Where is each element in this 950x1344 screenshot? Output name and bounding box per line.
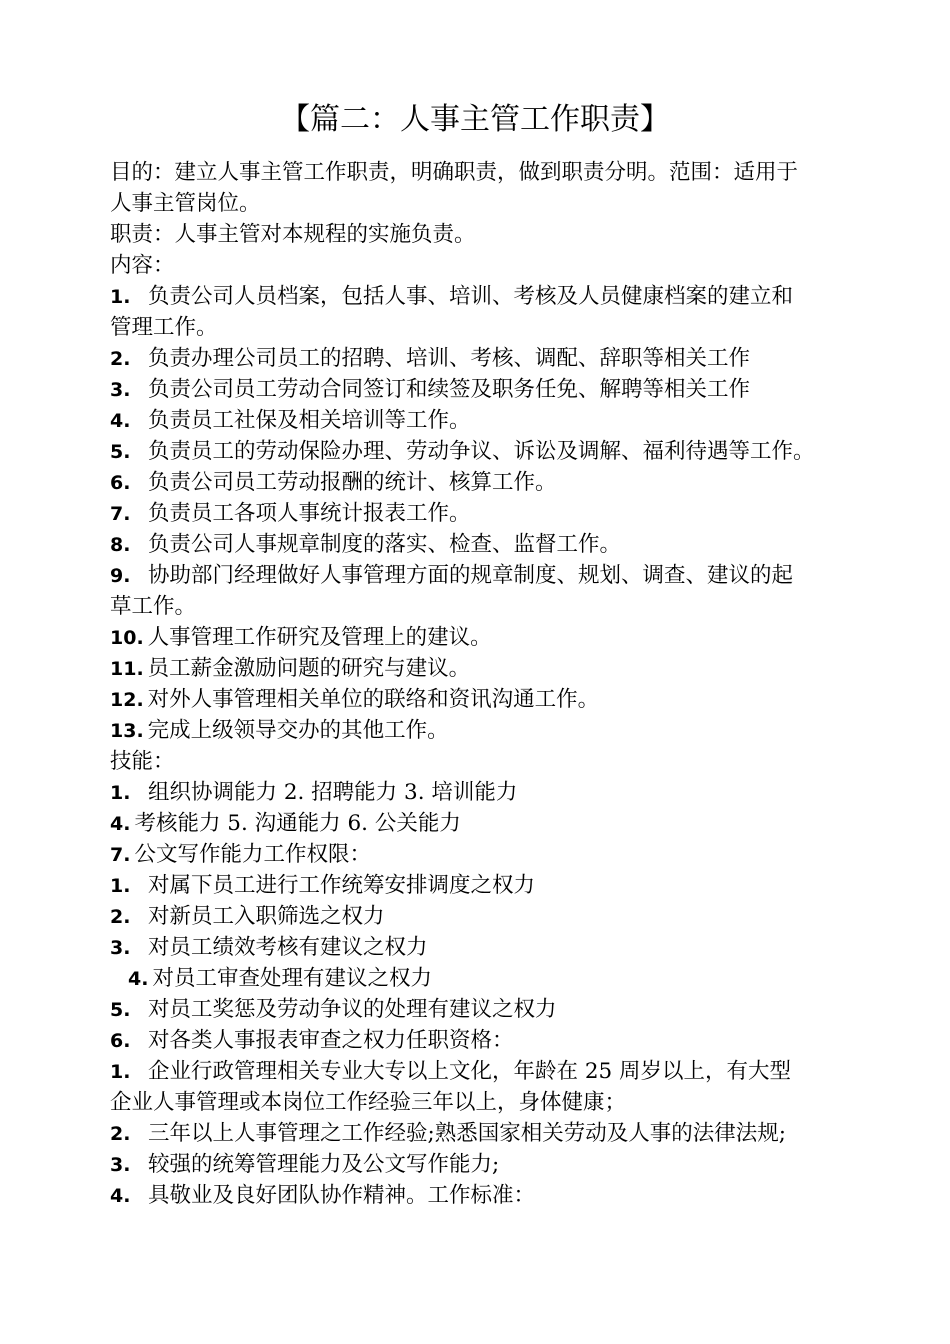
list-item bbox=[110, 1149, 890, 1180]
line-text: 对外人事管理相关单位的联络和资讯沟通工作。 bbox=[147, 687, 600, 712]
line-text: 协助部门经理做好人事管理方面的规章制度、规划、调查、建议的起 bbox=[148, 563, 794, 588]
item-number: 4. bbox=[110, 1185, 131, 1207]
line-text: 企业行政管理相关专业大专以上文化，年龄在 25 周岁以上，有大型 bbox=[148, 1059, 792, 1084]
item-number: 9. bbox=[110, 565, 131, 587]
line-text: 负责公司员工劳动合同签订和续签及职务任免、解聘等相关工作 bbox=[148, 377, 751, 402]
text-line bbox=[110, 746, 890, 777]
item-number: 6. bbox=[110, 472, 131, 494]
list-item bbox=[110, 932, 890, 963]
item-number: 3. bbox=[110, 379, 131, 401]
list-item bbox=[110, 622, 890, 653]
list-item bbox=[110, 715, 890, 746]
line-text: 负责办理公司员工的招聘、培训、考核、调配、辞职等相关工作 bbox=[148, 346, 751, 371]
list-item bbox=[110, 560, 890, 591]
item-number: 1. bbox=[110, 875, 131, 897]
text-line bbox=[110, 1087, 890, 1118]
line-text: 人事管理工作研究及管理上的建议。 bbox=[147, 625, 492, 650]
item-number: 1. bbox=[110, 782, 131, 804]
list-item bbox=[110, 963, 890, 994]
line-text: 员工薪金激励问题的研究与建议。 bbox=[147, 656, 471, 681]
list-item bbox=[110, 901, 890, 932]
item-number: 1. bbox=[110, 1061, 131, 1083]
list-item bbox=[110, 498, 890, 529]
list-item bbox=[110, 994, 890, 1025]
line-text: 负责员工的劳动保险办理、劳动争议、诉讼及调解、福利待遇等工作。 bbox=[148, 439, 815, 464]
text-line bbox=[110, 188, 890, 219]
list-item bbox=[110, 808, 890, 839]
item-number: 8. bbox=[110, 534, 131, 556]
item-number: 6. bbox=[110, 1030, 131, 1052]
list-item bbox=[110, 1118, 890, 1149]
list-item bbox=[110, 529, 890, 560]
line-text: 考核能力 5. 沟通能力 6. 公关能力 bbox=[134, 811, 461, 836]
list-item bbox=[110, 467, 890, 498]
line-text: 完成上级领导交办的其他工作。 bbox=[147, 718, 449, 743]
text-line bbox=[110, 312, 890, 343]
list-item bbox=[110, 343, 890, 374]
item-number: 11. bbox=[110, 658, 144, 680]
list-item bbox=[110, 777, 890, 808]
text-line bbox=[110, 250, 890, 281]
line-text: 组织协调能力 2. 招聘能力 3. 培训能力 bbox=[148, 780, 518, 805]
item-number: 7. bbox=[110, 844, 131, 866]
list-item bbox=[110, 374, 890, 405]
line-text: 公文写作能力工作权限： bbox=[134, 842, 371, 867]
line-text: 管理工作。 bbox=[110, 315, 218, 340]
item-number: 2. bbox=[110, 348, 131, 370]
line-text: 人事主管岗位。 bbox=[110, 191, 261, 216]
line-text: 对新员工入职筛选之权力 bbox=[148, 904, 385, 929]
list-item bbox=[110, 436, 890, 467]
document-title: 【篇二：人事主管工作职责】 bbox=[280, 102, 670, 137]
line-text: 企业人事管理或本岗位工作经验三年以上，身体健康； bbox=[110, 1090, 627, 1115]
line-text: 具敬业及良好团队协作精神。工作标准： bbox=[148, 1183, 536, 1208]
item-number: 10. bbox=[110, 627, 144, 649]
item-number: 2. bbox=[110, 1123, 131, 1145]
line-text: 对员工奖惩及劳动争议的处理有建议之权力 bbox=[148, 997, 557, 1022]
item-number: 12. bbox=[110, 689, 144, 711]
document-body bbox=[110, 157, 890, 1211]
text-line bbox=[110, 591, 890, 622]
item-number: 13. bbox=[110, 720, 144, 742]
item-number: 2. bbox=[110, 906, 131, 928]
list-item bbox=[110, 1056, 890, 1087]
item-number: 4. bbox=[110, 813, 131, 835]
line-text: 目的：建立人事主管工作职责，明确职责，做到职责分明。范围：适用于 bbox=[110, 160, 799, 185]
line-text: 负责公司人事规章制度的落实、检查、监督工作。 bbox=[148, 532, 622, 557]
list-item bbox=[110, 1180, 890, 1211]
text-line bbox=[110, 219, 890, 250]
line-text: 较强的统筹管理能力及公文写作能力; bbox=[148, 1152, 500, 1177]
line-text: 负责公司员工劳动报酬的统计、核算工作。 bbox=[148, 470, 557, 495]
line-text: 负责员工各项人事统计报表工作。 bbox=[148, 501, 471, 526]
line-text: 对员工绩效考核有建议之权力 bbox=[148, 935, 428, 960]
line-text: 草工作。 bbox=[110, 594, 197, 619]
line-text: 负责公司人员档案，包括人事、培训、考核及人员健康档案的建立和 bbox=[148, 284, 794, 309]
line-text: 技能： bbox=[110, 749, 175, 774]
line-text: 对属下员工进行工作统筹安排调度之权力 bbox=[148, 873, 536, 898]
item-number: 3. bbox=[110, 937, 131, 959]
list-item bbox=[110, 281, 890, 312]
line-text: 职责：人事主管对本规程的实施负责。 bbox=[110, 222, 476, 247]
item-number: 5. bbox=[110, 441, 131, 463]
line-text: 对员工审查处理有建议之权力 bbox=[152, 966, 432, 991]
line-text: 内容： bbox=[110, 253, 175, 278]
list-item bbox=[110, 1025, 890, 1056]
item-number: 1. bbox=[110, 286, 131, 308]
list-item bbox=[110, 684, 890, 715]
list-item bbox=[110, 839, 890, 870]
item-number: 3. bbox=[110, 1154, 131, 1176]
line-text: 对各类人事报表审查之权力任职资格： bbox=[148, 1028, 514, 1053]
list-item bbox=[110, 870, 890, 901]
list-item bbox=[110, 405, 890, 436]
item-number: 7. bbox=[110, 503, 131, 525]
list-item bbox=[110, 653, 890, 684]
item-number: 4. bbox=[110, 410, 131, 432]
item-number: 5. bbox=[110, 999, 131, 1021]
line-text: 三年以上人事管理之工作经验;熟悉国家相关劳动及人事的法律法规; bbox=[148, 1121, 786, 1146]
text-line bbox=[110, 157, 890, 188]
line-text: 负责员工社保及相关培训等工作。 bbox=[148, 408, 471, 433]
item-number: 4. bbox=[128, 968, 149, 990]
